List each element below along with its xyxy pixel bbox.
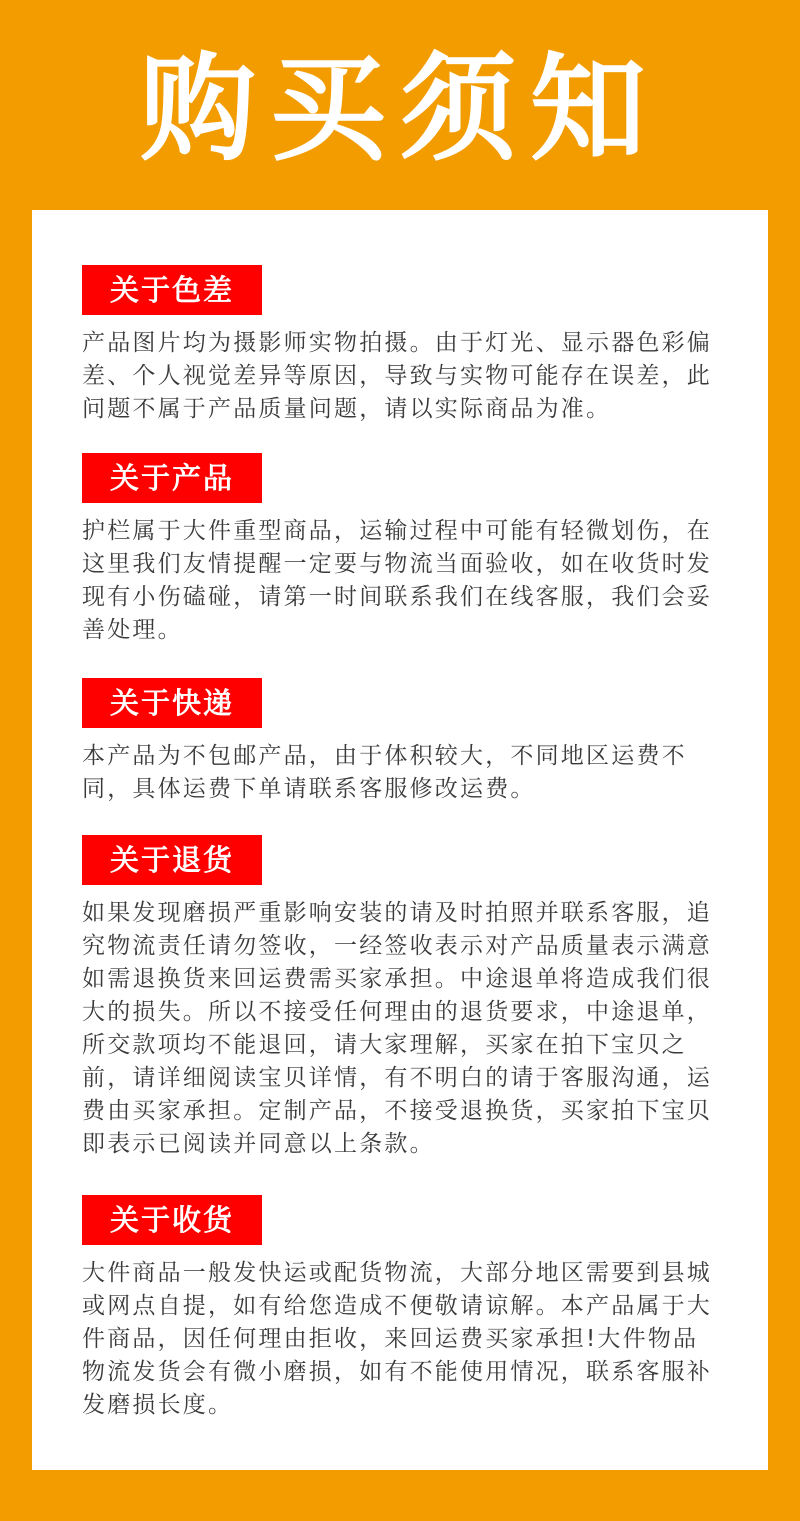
section-receiving [82,1195,722,1422]
section-returns [82,835,722,1161]
notice-card [32,210,768,1470]
section-body: 产品图片均为摄影师实物拍摄。由于灯光、显示器色彩偏差、个人视觉差异等原因，导致与实物可能存在误差，此问题不属于产品质量问题，请以实际商品为准。 [82,330,712,422]
section-heading: 关于退货 [82,835,262,885]
section-product [82,453,722,647]
section-color-difference [82,265,722,426]
section-heading: 关于产品 [82,453,262,503]
section-body: 本产品为不包邮产品，由于体积较大，不同地区运费不同，具体运费下单请联系客服修改运费。 [82,743,687,802]
section-heading: 关于色差 [82,265,262,315]
section-heading: 关于收货 [82,1195,262,1245]
section-body: 大件商品一般发快运或配货物流，大部分地区需要到县城或网点自提，如有给您造成不便敬请谅解。本产品属于大件商品，因任何理由拒收，来回运费买家承担!大件物品物流发货会有微小磨损，如有不能使用情况，联系客服补发磨损长度。 [82,1260,712,1418]
page-title: 购买须知 [140,42,660,177]
section-body: 护栏属于大件重型商品，运输过程中可能有轻微划伤，在这里我们友情提醒一定要与物流当面验收，如在收货时发现有小伤磕碰，请第一时间联系我们在线客服，我们会妥善处理。 [82,518,712,643]
section-body: 如果发现磨损严重影响安装的请及时拍照并联系客服，追究物流责任请勿签收，一经签收表示对产品质量表示满意如需退换货来回运费需买家承担。中途退单将造成我们很大的损失。所以不接受任何理由的退货要求，中途退单，所交款项均不能退回，请大家理解，买家在拍下宝贝之前，请详细阅读宝贝详情，有不明白的请于客服沟通，运费由买家承担。定制产品，不接受退换货，买家拍下宝贝即表示已阅读并同意以上条款。 [82,900,712,1157]
section-heading: 关于快递 [82,678,262,728]
section-shipping [82,678,722,806]
